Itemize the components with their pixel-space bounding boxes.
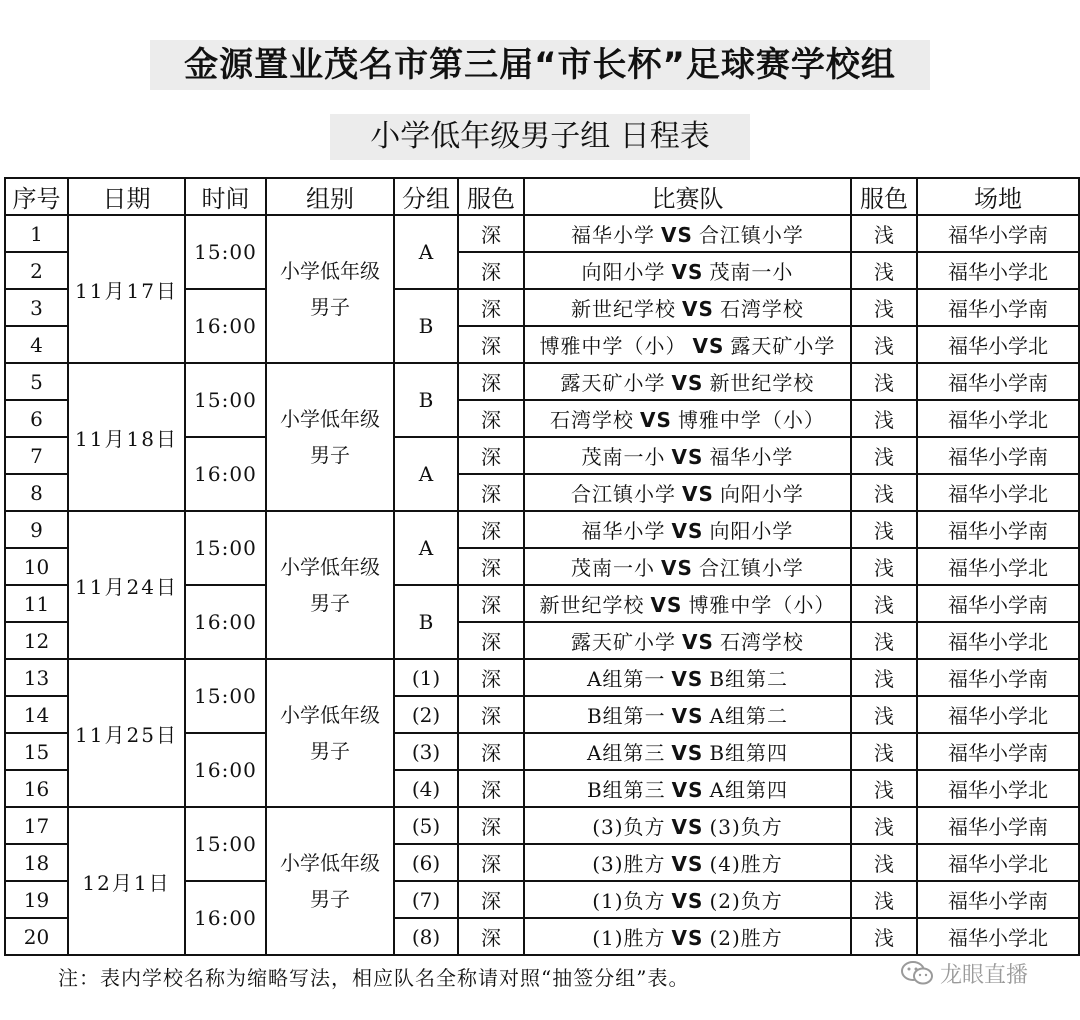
time-cell: 16:00 (185, 437, 266, 511)
vs-label: VS (692, 334, 725, 358)
home-color: 深 (458, 474, 524, 511)
vs-label: VS (682, 630, 714, 654)
time-cell: 16:00 (185, 881, 266, 955)
away-color: 浅 (851, 326, 917, 363)
vs-label: VS (671, 667, 704, 691)
header-date: 日期 (68, 178, 185, 215)
venue-cell: 福华小学北 (917, 770, 1079, 807)
home-team: 石湾学校 (550, 408, 635, 432)
group-cell: A (394, 511, 458, 585)
row-number: 20 (5, 918, 68, 955)
away-color: 浅 (851, 622, 917, 659)
time-cell: 16:00 (185, 585, 266, 659)
category-gender: 男子 (310, 295, 350, 319)
vs-label: VS (671, 778, 704, 802)
home-color: 深 (458, 807, 524, 844)
vs-label: VS (682, 482, 714, 506)
header-teams: 比赛队 (524, 178, 851, 215)
home-color: 深 (458, 770, 524, 807)
home-team: 露天矿小学 (560, 371, 666, 395)
teams-cell (524, 400, 851, 437)
header-group: 分组 (394, 178, 458, 215)
vs-label: VS (661, 223, 693, 247)
row-number: 8 (5, 474, 68, 511)
time-cell: 15:00 (185, 511, 266, 585)
vs-label: VS (671, 889, 704, 913)
time-cell: 15:00 (185, 807, 266, 881)
row-number: 9 (5, 511, 68, 548)
away-color: 浅 (851, 807, 917, 844)
home-color: 深 (458, 252, 524, 289)
away-team: 石湾学校 (719, 630, 804, 654)
vs-label: VS (671, 741, 704, 765)
group-cell: (1) (394, 659, 458, 696)
header-no: 序号 (5, 178, 68, 215)
home-color: 深 (458, 733, 524, 770)
home-team: 向阳小学 (581, 260, 666, 284)
row-number: 1 (5, 215, 68, 252)
away-color: 浅 (851, 252, 917, 289)
venue-cell: 福华小学南 (917, 881, 1079, 918)
vs-label: VS (671, 260, 704, 284)
home-color: 深 (458, 326, 524, 363)
venue-cell: 福华小学北 (917, 918, 1079, 955)
home-team: (1)胜方 (592, 926, 666, 950)
row-number: 2 (5, 252, 68, 289)
away-team: (3)负方 (709, 815, 783, 839)
home-color: 深 (458, 659, 524, 696)
venue-cell: 福华小学南 (917, 437, 1079, 474)
away-team: 向阳小学 (709, 519, 794, 543)
group-cell: (8) (394, 918, 458, 955)
venue-cell: 福华小学南 (917, 585, 1079, 622)
time-cell: 16:00 (185, 289, 266, 363)
away-team: 新世纪学校 (709, 371, 815, 395)
category-cell (266, 511, 394, 659)
row-number: 14 (5, 696, 68, 733)
date-cell: 11月25日 (68, 659, 185, 807)
away-team: 石湾学校 (719, 297, 804, 321)
row-number: 13 (5, 659, 68, 696)
row-number: 10 (5, 548, 68, 585)
teams-cell (524, 659, 851, 696)
away-team: 向阳小学 (719, 482, 804, 506)
home-team: B组第一 (586, 704, 666, 728)
group-cell: (6) (394, 844, 458, 881)
home-color: 深 (458, 622, 524, 659)
header-time: 时间 (185, 178, 266, 215)
date-cell: 12月1日 (68, 807, 185, 955)
row-number: 12 (5, 622, 68, 659)
group-cell: (5) (394, 807, 458, 844)
time-cell: 15:00 (185, 215, 266, 289)
vs-label: VS (671, 704, 704, 728)
teams-cell (524, 548, 851, 585)
group-cell: (3) (394, 733, 458, 770)
vs-label: VS (661, 556, 693, 580)
home-color: 深 (458, 363, 524, 400)
row-number: 11 (5, 585, 68, 622)
group-cell: B (394, 363, 458, 437)
home-team: 博雅中学（小） (539, 334, 687, 358)
away-color: 浅 (851, 696, 917, 733)
teams-cell (524, 474, 851, 511)
category-gender: 男子 (310, 591, 350, 615)
table-row (5, 511, 1079, 548)
away-team: 茂南一小 (709, 260, 794, 284)
teams-cell (524, 215, 851, 252)
away-team: B组第四 (709, 741, 789, 765)
away-team: (4)胜方 (709, 852, 783, 876)
group-cell: (2) (394, 696, 458, 733)
row-number: 3 (5, 289, 68, 326)
away-color: 浅 (851, 585, 917, 622)
away-team: B组第二 (709, 667, 789, 691)
home-team: (3)负方 (592, 815, 666, 839)
time-cell: 15:00 (185, 363, 266, 437)
away-team: 露天矿小学 (730, 334, 836, 358)
teams-cell (524, 844, 851, 881)
page-title: 金源置业茂名市第三届“市长杯”足球赛学校组 (150, 40, 930, 90)
home-color: 深 (458, 437, 524, 474)
category-level: 小学低年级 (280, 555, 380, 579)
teams-cell (524, 770, 851, 807)
category-level: 小学低年级 (280, 851, 380, 875)
vs-label: VS (671, 519, 704, 543)
category-cell (266, 659, 394, 807)
vs-label: VS (671, 852, 704, 876)
away-color: 浅 (851, 289, 917, 326)
teams-cell (524, 252, 851, 289)
vs-label: VS (671, 815, 704, 839)
home-color: 深 (458, 881, 524, 918)
row-number: 6 (5, 400, 68, 437)
teams-cell (524, 622, 851, 659)
category-cell (266, 363, 394, 511)
home-color: 深 (458, 400, 524, 437)
home-team: 福华小学 (571, 223, 656, 247)
home-team: A组第一 (586, 667, 666, 691)
header-category: 组别 (266, 178, 394, 215)
away-team: 合江镇小学 (698, 223, 804, 247)
date-cell: 11月18日 (68, 363, 185, 511)
group-cell: B (394, 585, 458, 659)
venue-cell: 福华小学南 (917, 289, 1079, 326)
row-number: 7 (5, 437, 68, 474)
home-team: 露天矿小学 (571, 630, 677, 654)
teams-cell (524, 363, 851, 400)
teams-cell (524, 696, 851, 733)
teams-cell (524, 437, 851, 474)
venue-cell: 福华小学南 (917, 215, 1079, 252)
home-team: 新世纪学校 (539, 593, 645, 617)
watermark-text: 龙眼直播 (940, 962, 1029, 988)
venue-cell: 福华小学南 (917, 659, 1079, 696)
group-cell: B (394, 289, 458, 363)
row-number: 15 (5, 733, 68, 770)
category-level: 小学低年级 (280, 703, 380, 727)
category-cell (266, 807, 394, 955)
away-color: 浅 (851, 881, 917, 918)
away-color: 浅 (851, 918, 917, 955)
header-color-home: 服色 (458, 178, 524, 215)
venue-cell: 福华小学北 (917, 696, 1079, 733)
group-cell: (4) (394, 770, 458, 807)
group-cell: (7) (394, 881, 458, 918)
footnote: 注：表内学校名称为缩略写法，相应队名全称请对照“抽签分组”表。 (58, 966, 690, 990)
vs-label: VS (671, 371, 704, 395)
teams-cell (524, 918, 851, 955)
away-color: 浅 (851, 437, 917, 474)
home-color: 深 (458, 918, 524, 955)
category-level: 小学低年级 (280, 407, 380, 431)
away-color: 浅 (851, 474, 917, 511)
venue-cell: 福华小学南 (917, 363, 1079, 400)
category-gender: 男子 (310, 739, 350, 763)
group-cell: A (394, 215, 458, 289)
category-gender: 男子 (310, 887, 350, 911)
teams-cell (524, 585, 851, 622)
teams-cell (524, 881, 851, 918)
away-color: 浅 (851, 511, 917, 548)
home-color: 深 (458, 844, 524, 881)
home-team: A组第三 (586, 741, 666, 765)
category-cell (266, 215, 394, 363)
vs-label: VS (650, 593, 683, 617)
venue-cell: 福华小学南 (917, 807, 1079, 844)
away-team: 博雅中学（小） (677, 408, 825, 432)
home-team: 茂南一小 (581, 445, 666, 469)
time-cell: 16:00 (185, 733, 266, 807)
group-cell: A (394, 437, 458, 511)
table-row (5, 215, 1079, 252)
away-team: (2)负方 (709, 889, 783, 913)
home-color: 深 (458, 289, 524, 326)
away-color: 浅 (851, 844, 917, 881)
away-team: A组第四 (709, 778, 789, 802)
away-color: 浅 (851, 363, 917, 400)
row-number: 16 (5, 770, 68, 807)
home-color: 深 (458, 511, 524, 548)
away-team: 福华小学 (709, 445, 794, 469)
venue-cell: 福华小学北 (917, 622, 1079, 659)
row-number: 4 (5, 326, 68, 363)
teams-cell (524, 326, 851, 363)
home-team: 茂南一小 (571, 556, 656, 580)
row-number: 18 (5, 844, 68, 881)
header-row (5, 178, 1079, 215)
time-cell: 15:00 (185, 659, 266, 733)
row-number: 17 (5, 807, 68, 844)
home-team: (1)负方 (592, 889, 666, 913)
home-color: 深 (458, 585, 524, 622)
venue-cell: 福华小学北 (917, 548, 1079, 585)
away-color: 浅 (851, 770, 917, 807)
home-team: 新世纪学校 (571, 297, 677, 321)
page-subtitle: 小学低年级男子组 日程表 (330, 114, 750, 160)
home-color: 深 (458, 548, 524, 585)
row-number: 5 (5, 363, 68, 400)
away-color: 浅 (851, 733, 917, 770)
home-team: 合江镇小学 (571, 482, 677, 506)
date-cell: 11月17日 (68, 215, 185, 363)
away-color: 浅 (851, 548, 917, 585)
teams-cell (524, 733, 851, 770)
teams-cell (524, 511, 851, 548)
table-row (5, 807, 1079, 844)
vs-label: VS (671, 445, 704, 469)
home-color: 深 (458, 215, 524, 252)
date-cell: 11月24日 (68, 511, 185, 659)
away-team: 合江镇小学 (698, 556, 804, 580)
category-level: 小学低年级 (280, 259, 380, 283)
home-team: B组第三 (586, 778, 666, 802)
teams-cell (524, 289, 851, 326)
away-color: 浅 (851, 400, 917, 437)
away-team: (2)胜方 (709, 926, 783, 950)
venue-cell: 福华小学北 (917, 844, 1079, 881)
venue-cell: 福华小学南 (917, 733, 1079, 770)
away-team: 博雅中学（小） (688, 593, 836, 617)
row-number: 19 (5, 881, 68, 918)
table-row (5, 363, 1079, 400)
venue-cell: 福华小学北 (917, 252, 1079, 289)
venue-cell: 福华小学北 (917, 400, 1079, 437)
watermark (900, 956, 1028, 990)
away-color: 浅 (851, 215, 917, 252)
vs-label: VS (682, 297, 714, 321)
venue-cell: 福华小学北 (917, 474, 1079, 511)
table-row (5, 659, 1079, 696)
vs-label: VS (640, 408, 672, 432)
venue-cell: 福华小学南 (917, 511, 1079, 548)
home-team: 福华小学 (581, 519, 666, 543)
venue-cell: 福华小学北 (917, 326, 1079, 363)
home-team: (3)胜方 (592, 852, 666, 876)
teams-cell (524, 807, 851, 844)
category-gender: 男子 (310, 443, 350, 467)
vs-label: VS (671, 926, 704, 950)
away-team: A组第二 (709, 704, 789, 728)
header-venue: 场地 (917, 178, 1079, 215)
away-color: 浅 (851, 659, 917, 696)
schedule-table (4, 177, 1080, 956)
home-color: 深 (458, 696, 524, 733)
wechat-icon (900, 960, 934, 986)
header-color-away: 服色 (851, 178, 917, 215)
